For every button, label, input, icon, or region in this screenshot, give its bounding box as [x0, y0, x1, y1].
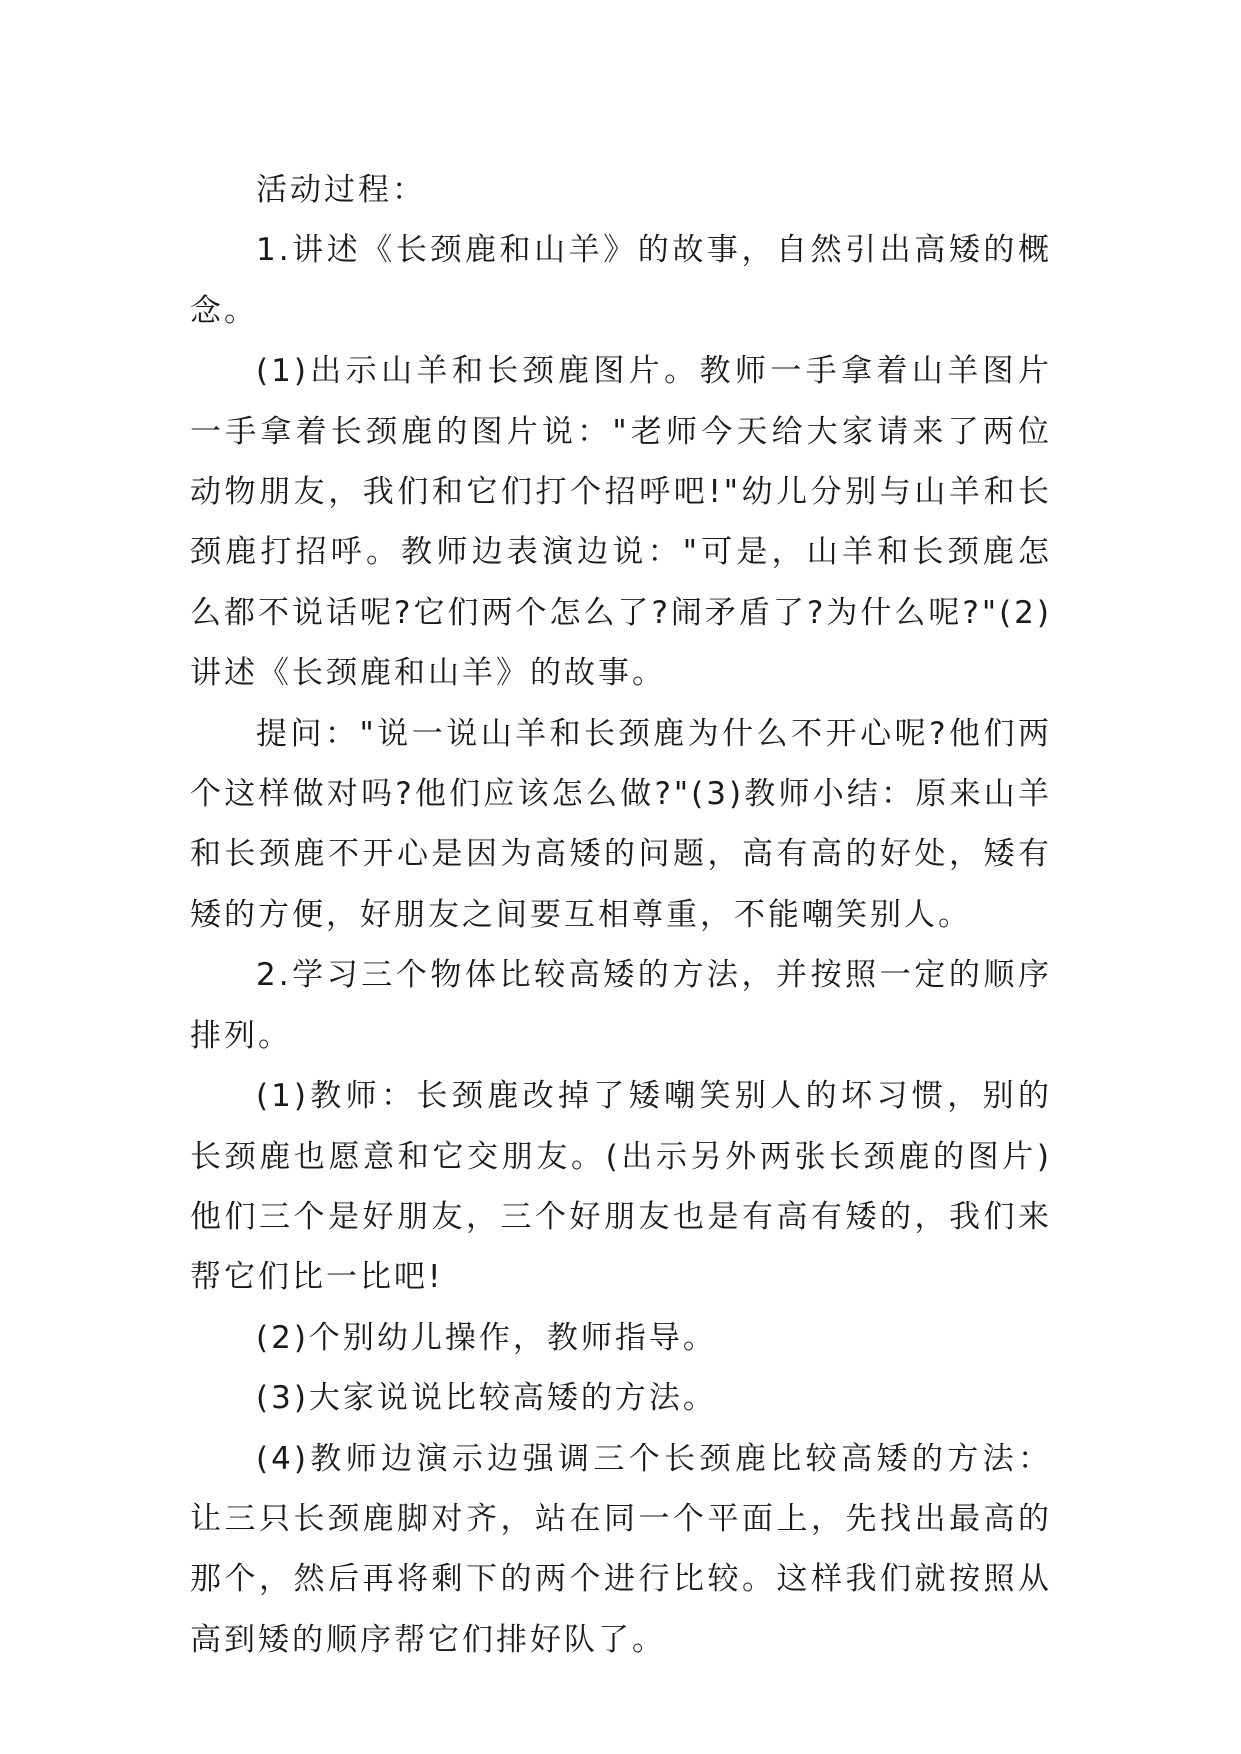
paragraph-step-2-detail: (1)教师：长颈鹿改掉了矮嘲笑别人的坏习惯，别的长颈鹿也愿意和它交朋友。(出示另外两张长颈鹿的图片)他们三个是好朋友，三个好朋友也是有高有矮的，我们来帮它们比一比吧! [190, 1078, 1052, 1296]
paragraph-step-1: 1.讲述《长颈鹿和山羊》的故事，自然引出高矮的概念。 [190, 232, 1052, 329]
paragraph-step-2-operation: (2)个别幼儿操作，教师指导。 [256, 1319, 717, 1356]
section-heading-activity-process: 活动过程： [256, 172, 426, 208]
paragraph-step-2-demo: (4)教师边演示边强调三个长颈鹿比较高矮的方法：让三只长颈鹿脚对齐，站在同一个平面上，先找出最高的那个，然后再将剩下的两个进行比较。这样我们就按照从高到矮的顺序帮它们排好队了。 [190, 1440, 1052, 1658]
document-body [190, 160, 1052, 1670]
paragraph-step-2: 2.学习三个物体比较高矮的方法，并按照一定的顺序排列。 [190, 957, 1052, 1054]
paragraph-question: 提问："说一说山羊和长颈鹿为什么不开心呢?他们两个这样做对吗?他们应该怎么做?"(3)教师小结：原来山羊和长颈鹿不开心是因为高矮的问题，高有高的好处，矮有矮的方便，好朋友之间要互相尊重，不能嘲笑别人。 [190, 715, 1052, 933]
paragraph-step-2-method: (3)大家说说比较高矮的方法。 [256, 1380, 717, 1417]
paragraph-step-1-detail: (1)出示山羊和长颈鹿图片。教师一手拿着山羊图片一手拿着长颈鹿的图片说："老师今天给大家请来了两位动物朋友，我们和它们打个招呼吧!"幼儿分别与山羊和长颈鹿打招呼。教师边表演边说："可是，山羊和长颈鹿怎么都不说话呢?它们两个怎么了?闹矛盾了?为什么呢?"(2)讲述《长颈鹿和山羊》的故事。 [190, 353, 1052, 692]
